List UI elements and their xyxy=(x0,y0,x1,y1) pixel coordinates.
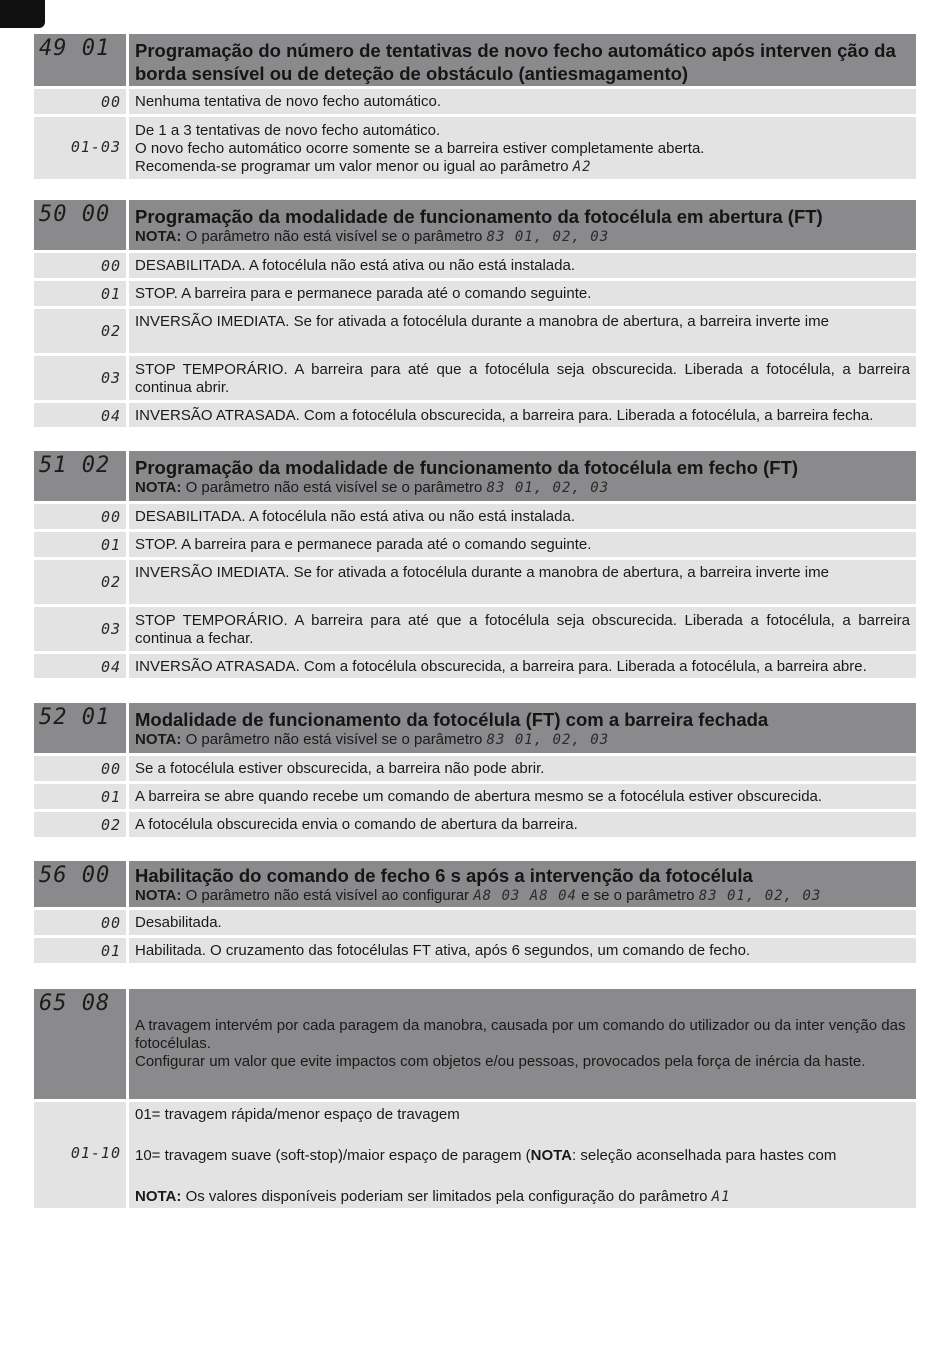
option-text: Habilitada. O cruzamento das fotocélulas FT ativa, após 6 segundos, um comando de fecho. xyxy=(135,942,751,959)
option-row xyxy=(34,1102,916,1208)
param-ref-code: 83 01, 02, 03 xyxy=(486,480,610,496)
option-text-line: De 1 a 3 tentativas de novo fecho automático. xyxy=(135,122,441,139)
param-header xyxy=(34,989,916,1099)
option-code: 01 xyxy=(100,536,121,554)
option-code: 02 xyxy=(100,322,121,340)
param-header xyxy=(34,34,916,86)
param-title: Habilitação do comando de fecho 6 s após a intervenção da fotocélula xyxy=(135,865,753,886)
param-49-section xyxy=(34,34,916,182)
option-text: A barreira se abre quando recebe um comando de abertura mesmo se a fotocélula estiver obscurecida. xyxy=(135,788,823,805)
param-50-section xyxy=(34,200,916,430)
option-code: 02 xyxy=(100,573,121,591)
option-text: STOP TEMPORÁRIO. A barreira para até que a fotocélula seja obscurecida. Liberada a fotocélula, a barreira continua a fechar. xyxy=(135,612,910,647)
param-code: 49 01 xyxy=(39,36,111,61)
option-code: 00 xyxy=(100,257,121,275)
option-code: 00 xyxy=(100,914,121,932)
param-ref-code: A2 xyxy=(572,159,592,175)
option-text-line: 10= travagem suave (soft-stop)/maior espaço de paragem (NOTA: seleção aconselhada para hastes com xyxy=(135,1147,837,1164)
param-52-section xyxy=(34,703,916,840)
option-code: 03 xyxy=(100,620,121,638)
option-row xyxy=(34,910,916,935)
option-row xyxy=(34,532,916,557)
param-65-section xyxy=(34,989,916,1211)
option-text: STOP. A barreira para e permanece parada até o comando seguinte. xyxy=(135,536,592,553)
option-row xyxy=(34,356,916,400)
option-code: 01 xyxy=(100,942,121,960)
option-row xyxy=(34,281,916,306)
option-note: NOTA: Os valores disponíveis poderiam ser limitados pela configuração do parâmetro A1 xyxy=(135,1188,731,1205)
param-ref-code: 83 01, 02, 03 xyxy=(698,888,822,904)
option-row xyxy=(34,309,916,353)
param-ref-code: A8 03 A8 04 xyxy=(473,888,577,904)
option-code: 04 xyxy=(100,407,121,425)
option-code: 02 xyxy=(100,816,121,834)
param-code: 56 00 xyxy=(39,863,111,888)
param-description: A travagem intervém por cada paragem da manobra, causada por um comando do utilizador ou da inter venção das fotocélulas. xyxy=(135,1017,906,1052)
option-row xyxy=(34,253,916,278)
param-code: 50 00 xyxy=(39,202,111,227)
param-description: Configurar um valor que evite impactos com objetos e/ou pessoas, provocados pela força de inércia da haste. xyxy=(135,1053,866,1070)
option-row xyxy=(34,812,916,837)
option-text: Se a fotocélula estiver obscurecida, a barreira não pode abrir. xyxy=(135,760,545,777)
option-text: INVERSÃO ATRASADA. Com a fotocélula obscurecida, a barreira para. Liberada a fotocélula, a barreira fecha. xyxy=(135,407,874,424)
page-corner-tab xyxy=(0,0,45,28)
param-title: Modalidade de funcionamento da fotocélula (FT) com a barreira fechada xyxy=(135,709,769,730)
option-row xyxy=(34,607,916,651)
option-text: INVERSÃO IMEDIATA. Se for ativada a fotocélula durante a manobra de abertura, a barreira inverte ime xyxy=(135,564,829,581)
param-ref-code: 83 01, 02, 03 xyxy=(486,229,610,245)
param-note: NOTA: O parâmetro não está visível se o parâmetro 83 01, 02, 03 xyxy=(135,731,610,748)
param-title: Programação da modalidade de funcionamento da fotocélula em fecho (FT) xyxy=(135,457,799,478)
param-header xyxy=(34,451,916,501)
option-code: 01-03 xyxy=(70,138,121,156)
param-header xyxy=(34,861,916,907)
param-56-section xyxy=(34,861,916,966)
option-row xyxy=(34,89,916,114)
param-ref-code: A1 xyxy=(711,1189,731,1205)
option-code: 00 xyxy=(100,508,121,526)
option-code: 00 xyxy=(100,760,121,778)
option-text: DESABILITADA. A fotocélula não está ativa ou não está instalada. xyxy=(135,508,575,525)
option-text-line: O novo fecho automático ocorre somente se a barreira estiver completamente aberta. xyxy=(135,140,705,157)
option-row xyxy=(34,756,916,781)
option-text: Nenhuma tentativa de novo fecho automático. xyxy=(135,93,442,110)
option-row xyxy=(34,504,916,529)
param-title: Programação da modalidade de funcionamento da fotocélula em abertura (FT) xyxy=(135,206,823,227)
param-header xyxy=(34,703,916,753)
option-code: 00 xyxy=(100,93,121,111)
option-text: Desabilitada. xyxy=(135,914,222,931)
option-code: 04 xyxy=(100,658,121,676)
param-ref-code: 83 01, 02, 03 xyxy=(486,732,610,748)
param-code: 52 01 xyxy=(39,705,111,730)
option-code: 01 xyxy=(100,788,121,806)
param-note: NOTA: O parâmetro não está visível se o parâmetro 83 01, 02, 03 xyxy=(135,228,610,245)
param-header xyxy=(34,200,916,250)
param-code: 65 08 xyxy=(39,991,111,1016)
option-row xyxy=(34,117,916,179)
option-text: A fotocélula obscurecida envia o comando de abertura da barreira. xyxy=(135,816,578,833)
param-note: NOTA: O parâmetro não está visível ao configurar A8 03 A8 04 e se o parâmetro 83 01, 02, 03 xyxy=(135,887,822,904)
param-note: NOTA: O parâmetro não está visível se o parâmetro 83 01, 02, 03 xyxy=(135,479,610,496)
option-row xyxy=(34,403,916,427)
option-text: STOP TEMPORÁRIO. A barreira para até que a fotocélula seja obscurecida. Liberada a fotocélula, a barreira continua abrir. xyxy=(135,361,910,396)
option-code: 01 xyxy=(100,285,121,303)
option-row xyxy=(34,938,916,963)
option-text: INVERSÃO IMEDIATA. Se for ativada a fotocélula durante a manobra de abertura, a barreira inverte ime xyxy=(135,313,829,330)
param-code: 51 02 xyxy=(39,453,111,478)
option-row xyxy=(34,784,916,809)
option-row xyxy=(34,560,916,604)
option-text: DESABILITADA. A fotocélula não está ativa ou não está instalada. xyxy=(135,257,575,274)
option-code: 01-10 xyxy=(70,1144,121,1162)
option-row xyxy=(34,654,916,678)
option-text: INVERSÃO ATRASADA. Com a fotocélula obscurecida, a barreira para. Liberada a fotocélula, a barreira abre. xyxy=(135,658,867,675)
param-51-section xyxy=(34,451,916,681)
param-title: Programação do número de tentativas de novo fecho automático após interven ção da borda sensível ou de deteção de obstáculo (antiesmagamento) xyxy=(135,40,896,84)
option-text-line: Recomenda-se programar um valor menor ou igual ao parâmetro xyxy=(135,158,569,175)
option-code: 03 xyxy=(100,369,121,387)
option-text-line: 01= travagem rápida/menor espaço de travagem xyxy=(135,1106,460,1123)
option-text: STOP. A barreira para e permanece parada até o comando seguinte. xyxy=(135,285,592,302)
